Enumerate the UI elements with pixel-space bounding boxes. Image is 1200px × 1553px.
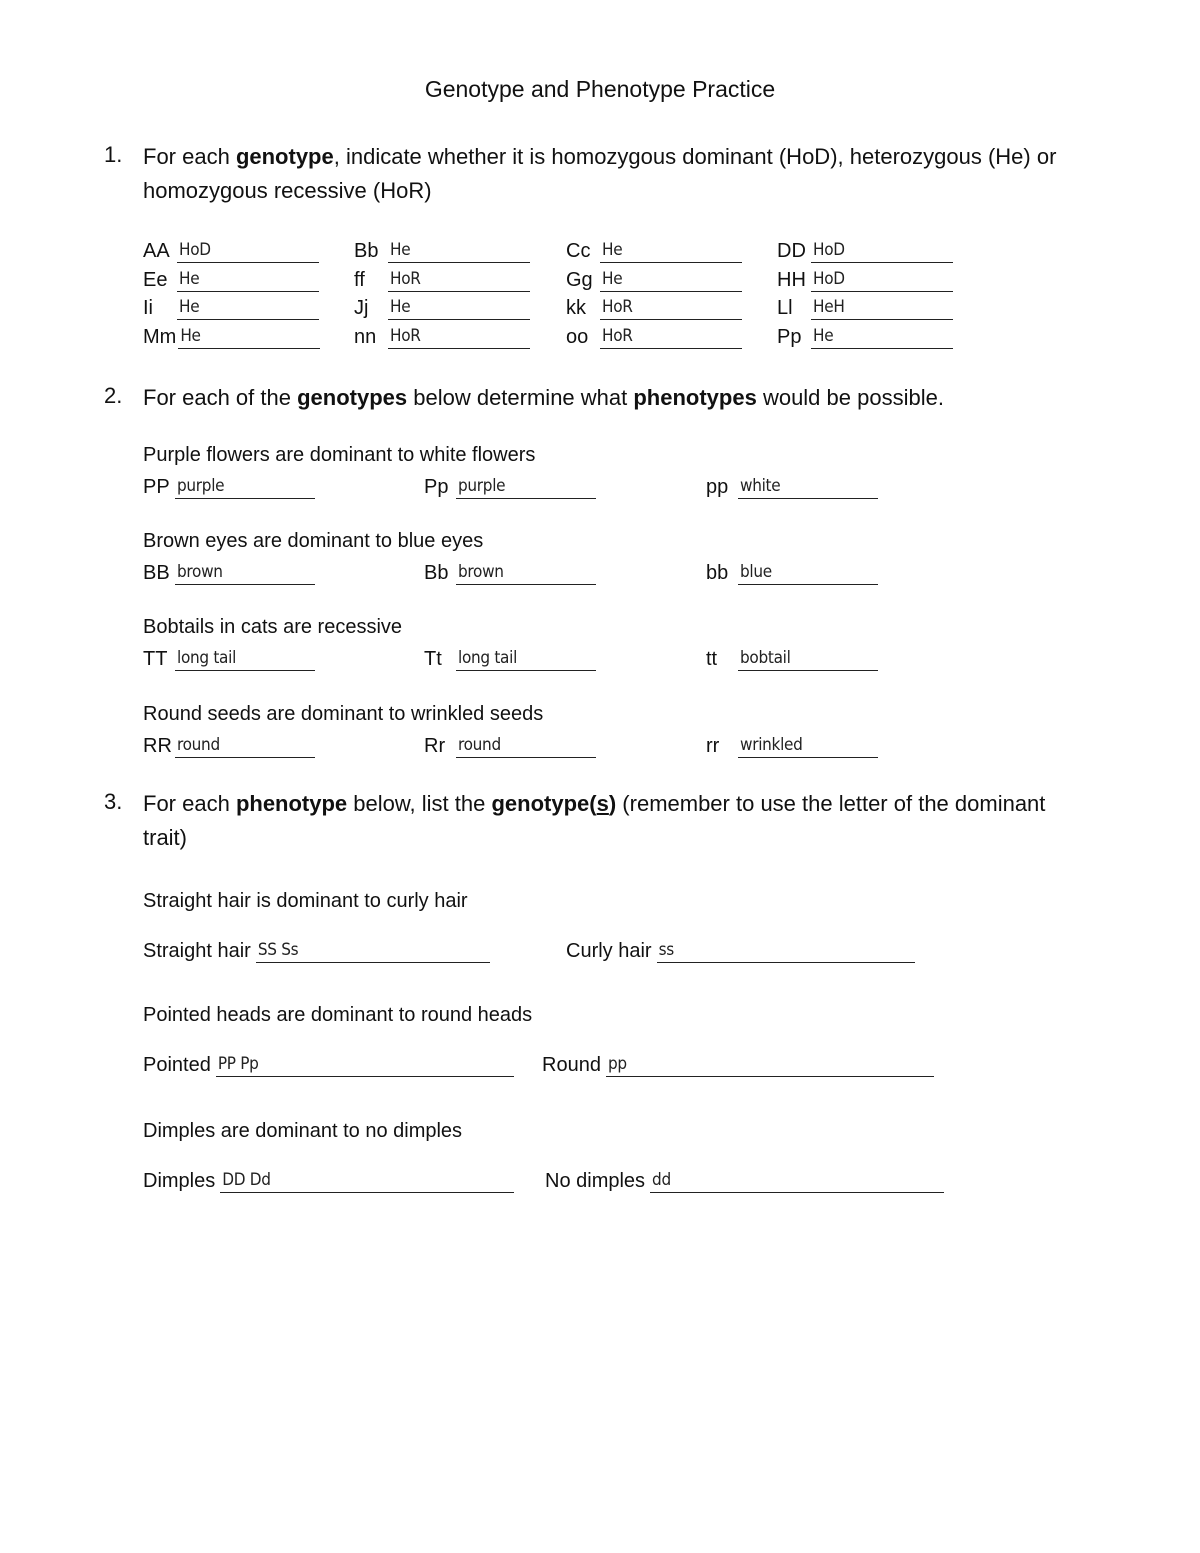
- phenotype-tt-2-answer-field[interactable]: [456, 644, 596, 671]
- genotype-list-curly-hair-answer: ss: [658, 940, 674, 960]
- phenotype-rr-3-label: Rr: [424, 735, 446, 757]
- genotype-ii-label: Ii: [143, 297, 153, 319]
- genotype-list-straight-hair-answer-field[interactable]: [256, 936, 490, 963]
- genotype-mm-answer-field[interactable]: [178, 322, 320, 349]
- genotype-jj-item: [354, 293, 530, 320]
- q3-prompt: For each phenotype below, list the genotype(s) (remember to use the letter of the dominant trait): [143, 791, 1046, 850]
- phenotype-bb-1-item: [706, 558, 878, 585]
- genotype-list-straight-hair-item: [143, 936, 490, 963]
- genotype-ii-item: [143, 293, 319, 320]
- genotype-hh-answer: HoD: [813, 269, 845, 289]
- genotype-gg-answer-field[interactable]: [600, 265, 742, 292]
- genotype-mm-label: Mm: [143, 326, 177, 348]
- genotype-list-round-label: Round: [542, 1054, 601, 1076]
- phenotype-tt-2-answer: long tail: [177, 648, 237, 668]
- genotype-list-dimples-answer: DD Dd: [222, 1170, 271, 1190]
- genotype-bb-answer: He: [390, 240, 411, 260]
- genotype-ee-label: Ee: [143, 269, 168, 291]
- genotype-list-no-dimples-label: No dimples: [545, 1170, 646, 1192]
- phenotype-pp-0-item: [143, 472, 315, 499]
- genotype-cc-label: Cc: [566, 240, 591, 262]
- genotype-kk-answer: HoR: [602, 297, 633, 317]
- genotype-list-curly-hair-answer-field[interactable]: [657, 936, 915, 963]
- genotype-nn-label: nn: [354, 326, 377, 348]
- genotype-list-dimples-label: Dimples: [143, 1170, 216, 1192]
- genotype-ff-label: ff: [354, 269, 365, 291]
- genotype-pp-label: Pp: [777, 326, 802, 348]
- page-title: Genotype and Phenotype Practice: [424, 76, 776, 102]
- genotype-list-no-dimples-answer: dd: [652, 1170, 671, 1190]
- genotype-list-dimples-item: [143, 1166, 514, 1193]
- phenotype-pp-0-answer: white: [740, 476, 781, 496]
- q1-number: 1.: [104, 142, 123, 167]
- phenotype-bb-1-answer: blue: [740, 562, 772, 582]
- genotype-list-pointed-label: Pointed: [143, 1054, 211, 1076]
- q2-prompt: For each of the genotypes below determine what phenotypes would be possible.: [143, 385, 944, 410]
- genotype-jj-label: Jj: [354, 297, 369, 319]
- phenotype-rr-3-item: [706, 731, 878, 758]
- phenotype-rr-3-item: [424, 731, 596, 758]
- genotype-ll-label: Ll: [777, 297, 793, 319]
- genotype-ll-answer: HeH: [813, 297, 845, 317]
- genotype-ff-answer: HoR: [390, 269, 421, 289]
- phenotype-bb-1-answer-field[interactable]: [738, 558, 878, 585]
- genotype-dd-label: DD: [777, 240, 806, 262]
- genotype-dd-answer-field[interactable]: [811, 236, 953, 263]
- genotype-list-round-answer-field[interactable]: [606, 1050, 934, 1077]
- phenotype-pp-0-answer-field[interactable]: [738, 472, 878, 499]
- phenotype-tt-2-answer-field[interactable]: [738, 644, 878, 671]
- genotype-kk-answer-field[interactable]: [600, 293, 742, 320]
- genotype-list-pointed-answer: PP Pp: [217, 1054, 259, 1074]
- genotype-mm-answer: He: [180, 326, 201, 346]
- genotype-oo-answer: HoR: [602, 326, 633, 346]
- genotype-dd-item: [777, 236, 953, 263]
- genotype-ll-answer-field[interactable]: [811, 293, 953, 320]
- phenotype-bb-1-answer: brown: [177, 562, 223, 582]
- genotype-list-no-dimples-answer-field[interactable]: [650, 1166, 944, 1193]
- phenotype-pp-0-item: [706, 472, 878, 499]
- phenotype-pp-0-label: Pp: [424, 476, 449, 498]
- genotype-list-curly-hair-label: Curly hair: [566, 940, 652, 962]
- genotype-bb-label: Bb: [354, 240, 379, 262]
- phenotype-rr-3-item: [143, 731, 315, 758]
- phenotype-rr-3-answer-field[interactable]: [738, 731, 878, 758]
- genotype-pp-item: [777, 322, 953, 349]
- genotype-kk-item: [566, 293, 742, 320]
- phenotype-pp-0-answer-field[interactable]: [175, 472, 315, 499]
- phenotype-bb-1-answer-field[interactable]: [175, 558, 315, 585]
- genotype-pp-answer: He: [813, 326, 834, 346]
- genotype-pp-answer-field[interactable]: [811, 322, 953, 349]
- q3-number: 3.: [104, 789, 123, 814]
- phenotype-pp-0-label: PP: [143, 476, 170, 498]
- genotype-mm-item: [143, 322, 320, 349]
- phenotype-bb-1-label: BB: [143, 562, 170, 584]
- q2-trait-statement: Bobtails in cats are recessive: [143, 616, 403, 638]
- genotype-ii-answer: He: [179, 297, 200, 317]
- genotype-aa-answer-field[interactable]: [177, 236, 319, 263]
- genotype-ee-answer-field[interactable]: [177, 265, 319, 292]
- genotype-jj-answer: He: [390, 297, 411, 317]
- phenotype-pp-0-item: [424, 472, 596, 499]
- phenotype-tt-2-label: Tt: [424, 648, 442, 670]
- genotype-aa-label: AA: [143, 240, 170, 262]
- genotype-list-round-answer: pp: [607, 1054, 627, 1074]
- q1-prompt: For each genotype, indicate whether it is homozygous dominant (HoD), heterozygous (He) or homozygous recessive (HoR): [143, 144, 1057, 203]
- phenotype-rr-3-answer: round: [177, 735, 220, 755]
- genotype-nn-answer-field[interactable]: [388, 322, 530, 349]
- genotype-ff-item: [354, 265, 530, 292]
- genotype-oo-answer-field[interactable]: [600, 322, 742, 349]
- genotype-nn-answer: HoR: [390, 326, 421, 346]
- genotype-hh-answer-field[interactable]: [811, 265, 953, 292]
- genotype-ll-item: [777, 293, 953, 320]
- q1-bold-genotype: genotype: [235, 144, 334, 169]
- phenotype-rr-3-label: RR: [143, 735, 172, 757]
- genotype-jj-answer-field[interactable]: [388, 293, 530, 320]
- genotype-dd-answer: HoD: [813, 240, 845, 260]
- phenotype-bb-1-answer-field[interactable]: [456, 558, 596, 585]
- phenotype-pp-0-answer: purple: [177, 476, 225, 496]
- genotype-oo-item: [566, 322, 742, 349]
- genotype-cc-answer: He: [602, 240, 623, 260]
- genotype-list-straight-hair-answer: SS Ss: [257, 940, 299, 960]
- phenotype-tt-2-label: tt: [706, 648, 718, 670]
- phenotype-tt-2-answer-field[interactable]: [175, 644, 315, 671]
- genotype-oo-label: oo: [566, 326, 589, 348]
- genotype-gg-item: [566, 265, 742, 292]
- genotype-aa-item: [143, 236, 319, 263]
- genotype-list-round-item: [542, 1050, 934, 1077]
- genotype-list-dimples-answer-field[interactable]: [220, 1166, 514, 1193]
- phenotype-tt-2-item: [424, 644, 596, 671]
- genotype-ee-item: [143, 265, 319, 292]
- q2-number: 2.: [104, 383, 123, 408]
- genotype-gg-label: Gg: [566, 269, 593, 291]
- q2-trait-statement: Round seeds are dominant to wrinkled seeds: [143, 703, 544, 725]
- q3-trait-statement: Pointed heads are dominant to round heads: [143, 1004, 533, 1026]
- phenotype-bb-1-label: Bb: [424, 562, 449, 584]
- phenotype-bb-1-answer: brown: [458, 562, 504, 582]
- phenotype-bb-1-label: bb: [706, 562, 729, 584]
- phenotype-tt-2-answer: bobtail: [740, 648, 791, 668]
- phenotype-pp-0-label: pp: [706, 476, 729, 498]
- phenotype-tt-2-item: [706, 644, 878, 671]
- genotype-list-curly-hair-item: [566, 936, 915, 963]
- phenotype-tt-2-item: [143, 644, 315, 671]
- genotype-cc-item: [566, 236, 742, 263]
- genotype-nn-item: [354, 322, 530, 349]
- genotype-ii-answer-field[interactable]: [177, 293, 319, 320]
- phenotype-rr-3-answer: round: [458, 735, 501, 755]
- genotype-ee-answer: He: [179, 269, 200, 289]
- q3-trait-statement: Straight hair is dominant to curly hair: [143, 890, 468, 912]
- q2-trait-statement: Brown eyes are dominant to blue eyes: [143, 530, 484, 552]
- phenotype-tt-2-label: TT: [143, 648, 168, 670]
- phenotype-pp-0-answer: purple: [458, 476, 506, 496]
- genotype-bb-item: [354, 236, 530, 263]
- genotype-kk-label: kk: [566, 297, 586, 319]
- genotype-cc-answer-field[interactable]: [600, 236, 742, 263]
- phenotype-rr-3-answer: wrinkled: [740, 735, 803, 755]
- genotype-gg-answer: He: [602, 269, 623, 289]
- phenotype-pp-0-answer-field[interactable]: [456, 472, 596, 499]
- phenotype-rr-3-answer-field[interactable]: [175, 731, 315, 758]
- genotype-hh-item: [777, 265, 953, 292]
- phenotype-tt-2-answer: long tail: [458, 648, 518, 668]
- phenotype-bb-1-item: [424, 558, 596, 585]
- genotype-list-straight-hair-label: Straight hair: [143, 940, 251, 962]
- phenotype-rr-3-answer-field[interactable]: [456, 731, 596, 758]
- genotype-list-no-dimples-item: [545, 1166, 944, 1193]
- genotype-bb-answer-field[interactable]: [388, 236, 530, 263]
- phenotype-rr-3-label: rr: [706, 735, 720, 757]
- phenotype-bb-1-item: [143, 558, 315, 585]
- genotype-list-pointed-answer-field[interactable]: [216, 1050, 514, 1077]
- genotype-ff-answer-field[interactable]: [388, 265, 530, 292]
- genotype-list-pointed-item: [143, 1050, 514, 1077]
- q2-trait-statement: Purple flowers are dominant to white flowers: [143, 444, 536, 466]
- q3-trait-statement: Dimples are dominant to no dimples: [143, 1120, 463, 1142]
- genotype-aa-answer: HoD: [179, 240, 211, 260]
- genotype-hh-label: HH: [777, 269, 806, 291]
